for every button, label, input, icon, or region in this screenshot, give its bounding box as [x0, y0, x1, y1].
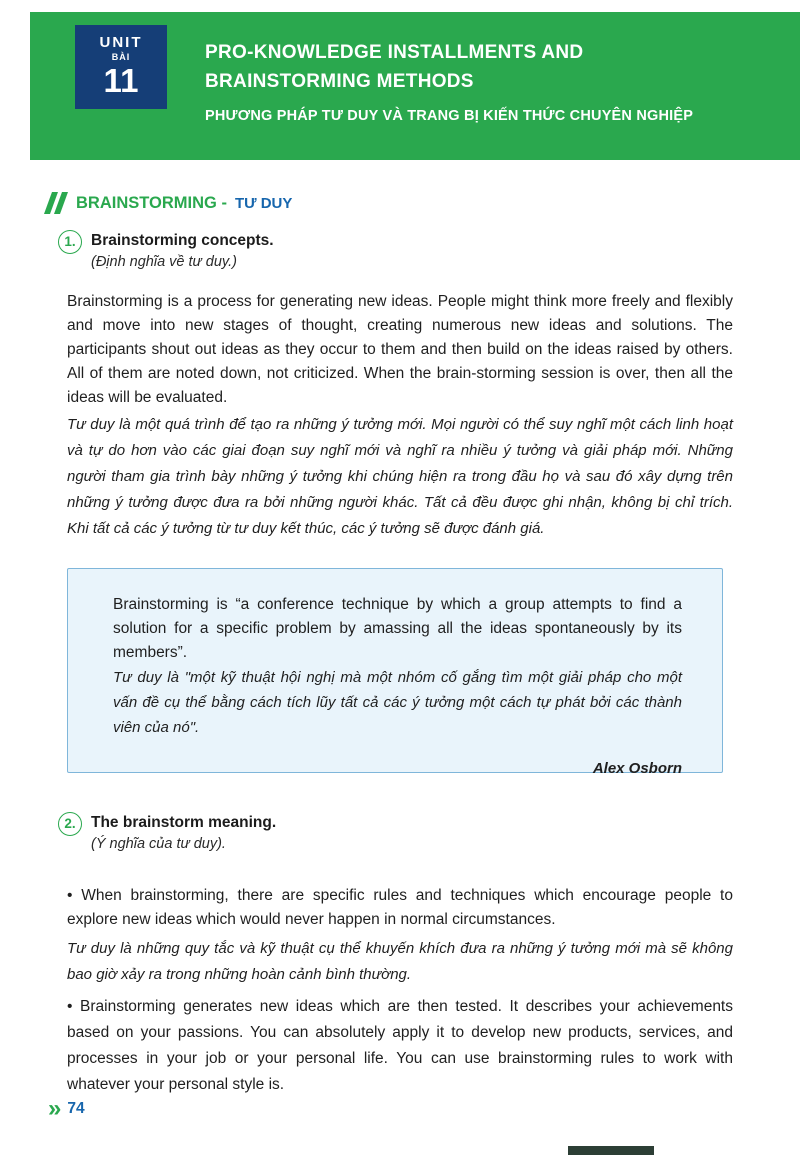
- item1-subtitle-vietnamese: (Định nghĩa về tư duy.): [91, 254, 237, 270]
- bottom-edge-mark: [568, 1146, 654, 1155]
- item1-title: Brainstorming concepts.: [91, 232, 274, 249]
- unit-header-text: [205, 38, 770, 124]
- unit-header-band: [30, 12, 800, 160]
- section-title-en: BRAINSTORMING -: [76, 193, 227, 212]
- item1-number-badge: 1.: [58, 230, 82, 254]
- unit-number: 11: [103, 62, 139, 99]
- item2-title: The brainstorm meaning.: [91, 814, 277, 831]
- item2-number-badge: 2.: [58, 812, 82, 836]
- quote-text-english: Brainstorming is “a conference technique by which a group attempts to find a solution for a specific problem by amassing all the ideas spontaneously by its members”.: [113, 596, 682, 661]
- section-title-vi: TƯ DUY: [234, 194, 293, 212]
- quote-attribution: Alex Osborn: [592, 760, 682, 777]
- item2-titles: [91, 812, 276, 852]
- unit-label: UNIT: [99, 34, 143, 51]
- page-footer: [48, 1095, 85, 1122]
- unit-number-box: [75, 25, 167, 109]
- item2-bullet1-vietnamese: Tư duy là những quy tắc và kỹ thuật cụ thể khuyến khích đưa ra những ý tưởng mới mà sẽ không bao giờ xảy ra trong những hoàn cảnh bình thường.: [67, 940, 733, 983]
- section-heading: [48, 192, 292, 214]
- item1-heading: [58, 230, 274, 270]
- double-slash-icon: [48, 192, 68, 214]
- item2-bullet1-english: • When brainstorming, there are specific rules and techniques which encourage people to explore new ideas which would never happen in normal circumstances.: [67, 887, 733, 928]
- page-number: 74: [67, 1100, 85, 1117]
- item1-titles: [91, 230, 274, 270]
- unit-title-line2: BRAINSTORMING METHODS: [205, 71, 474, 92]
- item2-bullet2-english: • Brainstorming generates new ideas which are then tested. It describes your achievements based on your passions. You can absolutely apply it to develop new products, services, and processes in your job or your personal life. You can use brainstorming rules to work with whatever your personal style is.: [67, 998, 733, 1093]
- item1-paragraph-vietnamese: Tư duy là một quá trình để tạo ra những ý tưởng mới. Mọi người có thể suy nghĩ một cách linh hoạt và tự do hơn vào các giai đoạn suy nghĩ mới và nghĩ ra nhiều ý tưởng và giải pháp mới. Những người tham gia trình bày những ý tưởng khi chúng hiện ra trong đầu họ và sau đó xây dựng trên những ý tưởng được đưa ra bởi những người khác. Tất cả đều được ghi nhận, không bị chỉ trích. Khi tất cả các ý tưởng từ tư duy kết thúc, các ý tưởng sẽ được đánh giá.: [67, 416, 733, 537]
- item1-paragraph-english: Brainstorming is a process for generating new ideas. People might think more freely and flexibly and move into new stages of thought, creating numerous new ideas and solutions. The participants shout out ideas as they occur to them and then build on the ideas raised by others. All of them are noted down, not criticized. When the brain-storming session is over, then all the ideas will be evaluated.: [67, 293, 733, 406]
- item2-subtitle-vietnamese: (Ý nghĩa của tư duy).: [91, 836, 226, 852]
- chevrons-icon: »: [48, 1095, 62, 1122]
- unit-subtitle-vietnamese: PHƯƠNG PHÁP TƯ DUY VÀ TRANG BỊ KIẾN THỨC CHUYÊN NGHIỆP: [205, 108, 694, 124]
- item2-heading: [58, 812, 276, 852]
- quote-text-vietnamese: Tư duy là "một kỹ thuật hội nghị mà một nhóm cố gắng tìm một giải pháp cho một vấn đề cụ thể bằng cách tích lũy tất cả các ý tưởng một cách tự phát bởi các thành viên của nó".: [113, 669, 682, 736]
- unit-title-line1: PRO-KNOWLEDGE INSTALLMENTS AND: [205, 42, 584, 63]
- definition-quote-box: [67, 568, 723, 777]
- unit-label-vietnamese: BÀI: [111, 52, 131, 62]
